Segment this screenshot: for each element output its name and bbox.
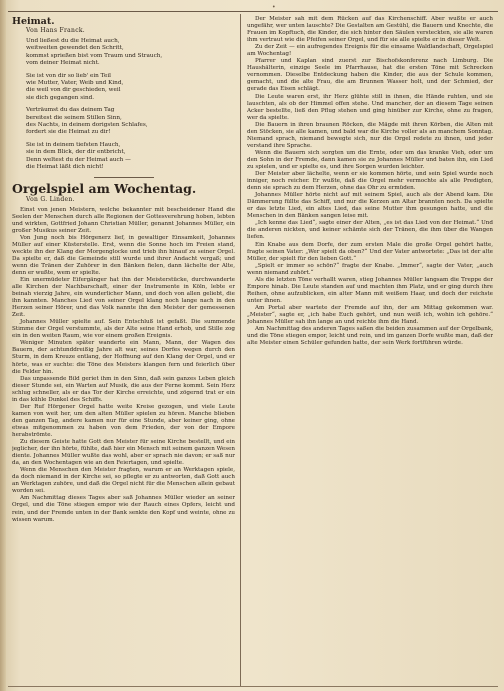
poem-line: die weil von dir geschieden, weil [26, 87, 121, 94]
poem-line: fordert sie die Heimat zu dir! [26, 129, 111, 136]
page-edge [0, 0, 6, 691]
page-marker: • [272, 4, 276, 11]
right-column [247, 16, 493, 686]
article-paragraph: Der Ruf Hörgener Orgel hatte weite Kreise gezogen, und viele Leute kamen von weit her, um den alten Müller spielen zu hören. Manche blieben den ganzen Tag, andere kamen nur für eine Stunde, aber keiner ging, ohne etwas mitgenommen zu haben von dem Frieden, der von der Empore herabströmte. [12, 403, 235, 438]
poem-line: Sie ist von dir so lieb' ein Teil [26, 72, 111, 79]
article-paragraph: Am Portal aber wartete der Fremde auf ihn, der am Mittag gekommen war. „Meister“, sagte er, „ich habe Euch gehört, und nun weiß ich, wohin ich gehöre.“ Johannes Müller sah ihn lange an und reichte ihm die Hand. [247, 304, 493, 326]
bottom-rule [8, 686, 498, 687]
article-paragraph: Ein Knabe aus dem Dorfe, der zum ersten Male die große Orgel gehört hatte, fragte seinen Vater: „Wer spielt da oben?“ Und der Vater antwortete: „Das ist der alte Müller, der spielt für den lieben Gott.“ [247, 241, 493, 262]
article-paragraph: „Ich kenne das Lied“, sagte einer der Alten, „es ist das Lied von der Heimat.“ Und die anderen nickten, und keiner schämte sich der Tränen, die ihm über die Wangen liefen. [247, 220, 493, 241]
article-paragraph: Johannes Müller spielte auf. Sein Entschluß ist gefaßt. Die summende Stimme der Orgel verstummte, als der Alte seine Hand erhob, und Stille zog ein in den weiten Raum, wie vor einem großen Ereignis. [12, 319, 235, 340]
article-paragraph: Wenn die Bauern sich sorgten um die Ernte, oder um das kranke Vieh, oder um den Sohn in der Fremde, dann kamen sie zu Johannes Müller und baten ihn, ein Lied zu spielen, und er spielte es, und ihre Sorgen wurden leichter. [247, 149, 493, 170]
poem-line: wie Mutter, Vater, Weib und Kind, [26, 80, 124, 87]
article-paragraph: Das unpassende Bild geriet ihm in den Sinn, daß sein ganzes Leben gleich dieser Stunde sei, ein Warten auf Musik, die aus der Ferne kommt. Sein Herz schlug schneller, als er das Tor der Kirche erreichte, und zögernd trat er ein in das kühle Dunkel des Schiffs. [12, 375, 235, 403]
poem-line: Und ließest du die Heimat auch, [26, 38, 120, 44]
poem-line: des Nachts, in deinem dorigsten Schlafes, [26, 122, 148, 129]
poem-line: weitweiten gewendet den Schritt, [26, 45, 124, 52]
article-paragraph: Der Meister aber lächelte, wenn er sie kommen hörte, und sein Spiel wurde noch inniger, noch reicher. Er wußte, daß die Orgel mehr vermochte als alle Predigten, denn sie sprach zu dem Herzen, ohne das Ohr zu ermüden. [247, 171, 493, 192]
poem-line: Verträumst du das deinem Tag [26, 107, 115, 114]
article-paragraph: Am Nachmittag des anderen Tages saßen die beiden zusammen auf der Orgelbank, und die Töne stiegen empor, leicht und rein, und im ganzen Dorfe wußte man, daß der alte Meister einen Schüler gefunden hatte, der sein Werk fortführen würde. [247, 326, 493, 347]
poem-line: die Heimat läßt dich nicht! [26, 164, 104, 171]
poem-line: Sie ist in deinem tiefsten Hauch, [26, 141, 121, 148]
article-paragraph: Einst von jenen Meistern, welche bekannter mit bescheidener Hand die Seelen der Menschen durch alle Regionen der Gottesverehrung hoben, lebten und wirkten, Gottfried Johann Christian Müller, genannt Johannes Müller, ein großer Musikus seiner Zeit. [12, 206, 235, 234]
article-paragraph: Ein unermüdeter Eifergänger hat ihn der Meisterstücke, durchwanderte alle Kirchen der Nachbarschaft, einer der Instrumente in Köln, lebte er beinah vierzig Jahre, ein wunderlicher Mann, und doch von allen geliebt, die ihn kannten. Manches Lied von seiner Orgel klang noch lange nach in den Herzen seiner Hörer, und das Volk nannte ihn den Meister der gemessenen Zeit. [12, 276, 235, 319]
poem-title: Heimat. [12, 16, 55, 27]
left-column [12, 16, 235, 686]
article-paragraph: Von Jung noch bis Hörgenerz lief, in gewaltiger Einsamkeit, Johannes Müller auf einer Küsterstelle. Erst, wenn die Sonne hoch im Freien stand, weckte ihn der Klang der Morgenglocke und trieb ihn hinauf zu seiner Orgel. Da spielte er, daß die Gemeinde still wurde und ihrer Andacht vergaß; und wenn die Tränen der Zuhörer in den Bänken fielen, dann lächelte der Alte, denn er wußte, wem er spielte. [12, 234, 235, 276]
poem-line: Denn weltest du der Heimat auch — [26, 156, 131, 163]
article-paragraph: Pfarrer und Kaplan sind zuerst zur Bischofskonferenz nach Limburg. Die Haushälterin, einzige Seele im Pfarrhause, hat die ersten Töne mit Schrecken vernommen. Dieselbe Entdeckung haben die Kinder, die aus der Schule kommen, gemacht, und die alte Frau, die am Brunnen Wasser holt, und der Schmied, der gerade das Eisen schlägt. [247, 58, 493, 93]
article-paragraph: Der Meister sah mit dem Rücken auf das Kirchenschiff. Aber wußte er auch ungefähr, wer unten lauschte? Die Gestalten am Gestühl, die Bauern und Knechte, die Frauen im Kopftuch, die Kinder, die sich hinter den Säulen versteckten, sie alle waren ihm vertraut wie die Pfeifen seiner Orgel, und für sie alle spielte er in dieser Welt. [247, 16, 493, 44]
section-separator [94, 177, 154, 178]
article-byline: Von G. Linden. [26, 195, 75, 203]
article-paragraph: Zu diesem Geiste hatte Gott den Meister für seine Kirche bestellt, und ein jeglicher, der ihn hörte, fühlte, daß hier ein Mensch mit seinem ganzen Wesen diente. Johannes Müller wußte das wohl, aber er sprach nie davon; er saß nur da, an den Wochentagen wie an den Feiertagen, und spielte. [12, 439, 235, 467]
article-paragraph: Als die letzten Töne verhallt waren, stieg Johannes Müller langsam die Treppe der Empore hinab. Die Leute standen auf und machten ihm Platz, und er ging durch ihre Reihen, ohne aufzublicken, ein alter Mann mit weißem Haar, und doch der reichste unter ihnen. [247, 276, 493, 304]
poem-byline: Von Hans Franck. [26, 27, 86, 34]
poem-stanza [26, 142, 235, 172]
poem-stanza [26, 38, 235, 68]
article-paragraph: Die Leute waren erst, ihr Herz glühte still in ihnen, die Hände ruhten, und sie lauschten, als ob der Himmel offen stehe. Und mancher, der an diesem Tage seinen Acker bestellte, ließ den Pflug stehen und ging hinüber zur Kirche, ohne zu fragen, wer da spielte. [247, 93, 493, 121]
poem-line: vom deiner Heimat nicht. [26, 60, 100, 67]
article-paragraph: Weniger Minuten später wanderte ein Mann, Mann, der Wagen des Bauern, der achtunddreißig Jahre alt war, seines Dorfes wegen durch den Sturm, in dem Kreuze entlang, der Hoffnung auf den Klang der Orgel, und er hörte, was er suchte: die Töne des Meisters klangen fern und feierlich über die Felder hin. [12, 340, 235, 375]
article-paragraph: Die Bauern in ihren braunen Röcken, die Mägde mit ihren Körben, die Alten mit den Stöcken, sie alle kamen, und bald war die Kirche voller als an manchem Sonntag. Niemand sprach, niemand bewegte sich, nur die Orgel redete zu ihnen, und jeder verstand ihre Sprache. [247, 121, 493, 149]
top-rule [8, 11, 498, 12]
poem-line: kommst sprießen bist vom Traum und Strauch, [26, 52, 163, 59]
article-paragraph: Johannes Müller hörte nicht auf mit seinem Spiel, auch als der Abend kam. Die Dämmerung füllte das Schiff, und nur die Kerzen am Altar brannten noch. Da spielte er das letzte Lied, ein altes Lied, das seine Mutter ihm gesungen hatte, und die Menschen in den Bänken sangen leise mit. [247, 192, 493, 220]
poem-line: sie dich gegangen sind. [26, 94, 95, 101]
column-divider [240, 14, 241, 686]
article-title: Orgelspiel am Wochentag. [12, 180, 197, 196]
poem-line: sie in dem Blick, der dir entbricht, [26, 149, 126, 156]
article-paragraph: Zu der Zeit — ein aufregendes Ereignis für die einsame Waldlandschaft, Orgelspiel am Wochentag! [247, 44, 493, 58]
poem-stanza [26, 107, 235, 137]
article-paragraph: Wenn die Menschen den Meister fragten, warum er an Werktagen spiele, da doch niemand in der Kirche sei, so pflegte er zu antworten, daß Gott auch an Werktagen zuhöre, und daß die Orgel nicht für die Menschen allein gebaut worden sei. [12, 467, 235, 495]
poem-line: bereitest die seinem Stillen Sinn, [26, 114, 122, 121]
article-paragraph: Am Nachmittag dieses Tages aber saß Johannes Müller wieder an seiner Orgel, und die Töne stiegen empor wie der Rauch eines Opfers, leicht und rein, und der Fremde unten in der Bank senkte den Kopf und weinte, ohne zu wissen warum. [12, 495, 235, 523]
poem [26, 38, 235, 172]
poem-stanza [26, 73, 235, 103]
article-paragraph: „Spielt er immer so schön?“ fragte der Knabe. „Immer“, sagte der Vater, „auch wenn niemand zuhört.“ [247, 262, 493, 276]
